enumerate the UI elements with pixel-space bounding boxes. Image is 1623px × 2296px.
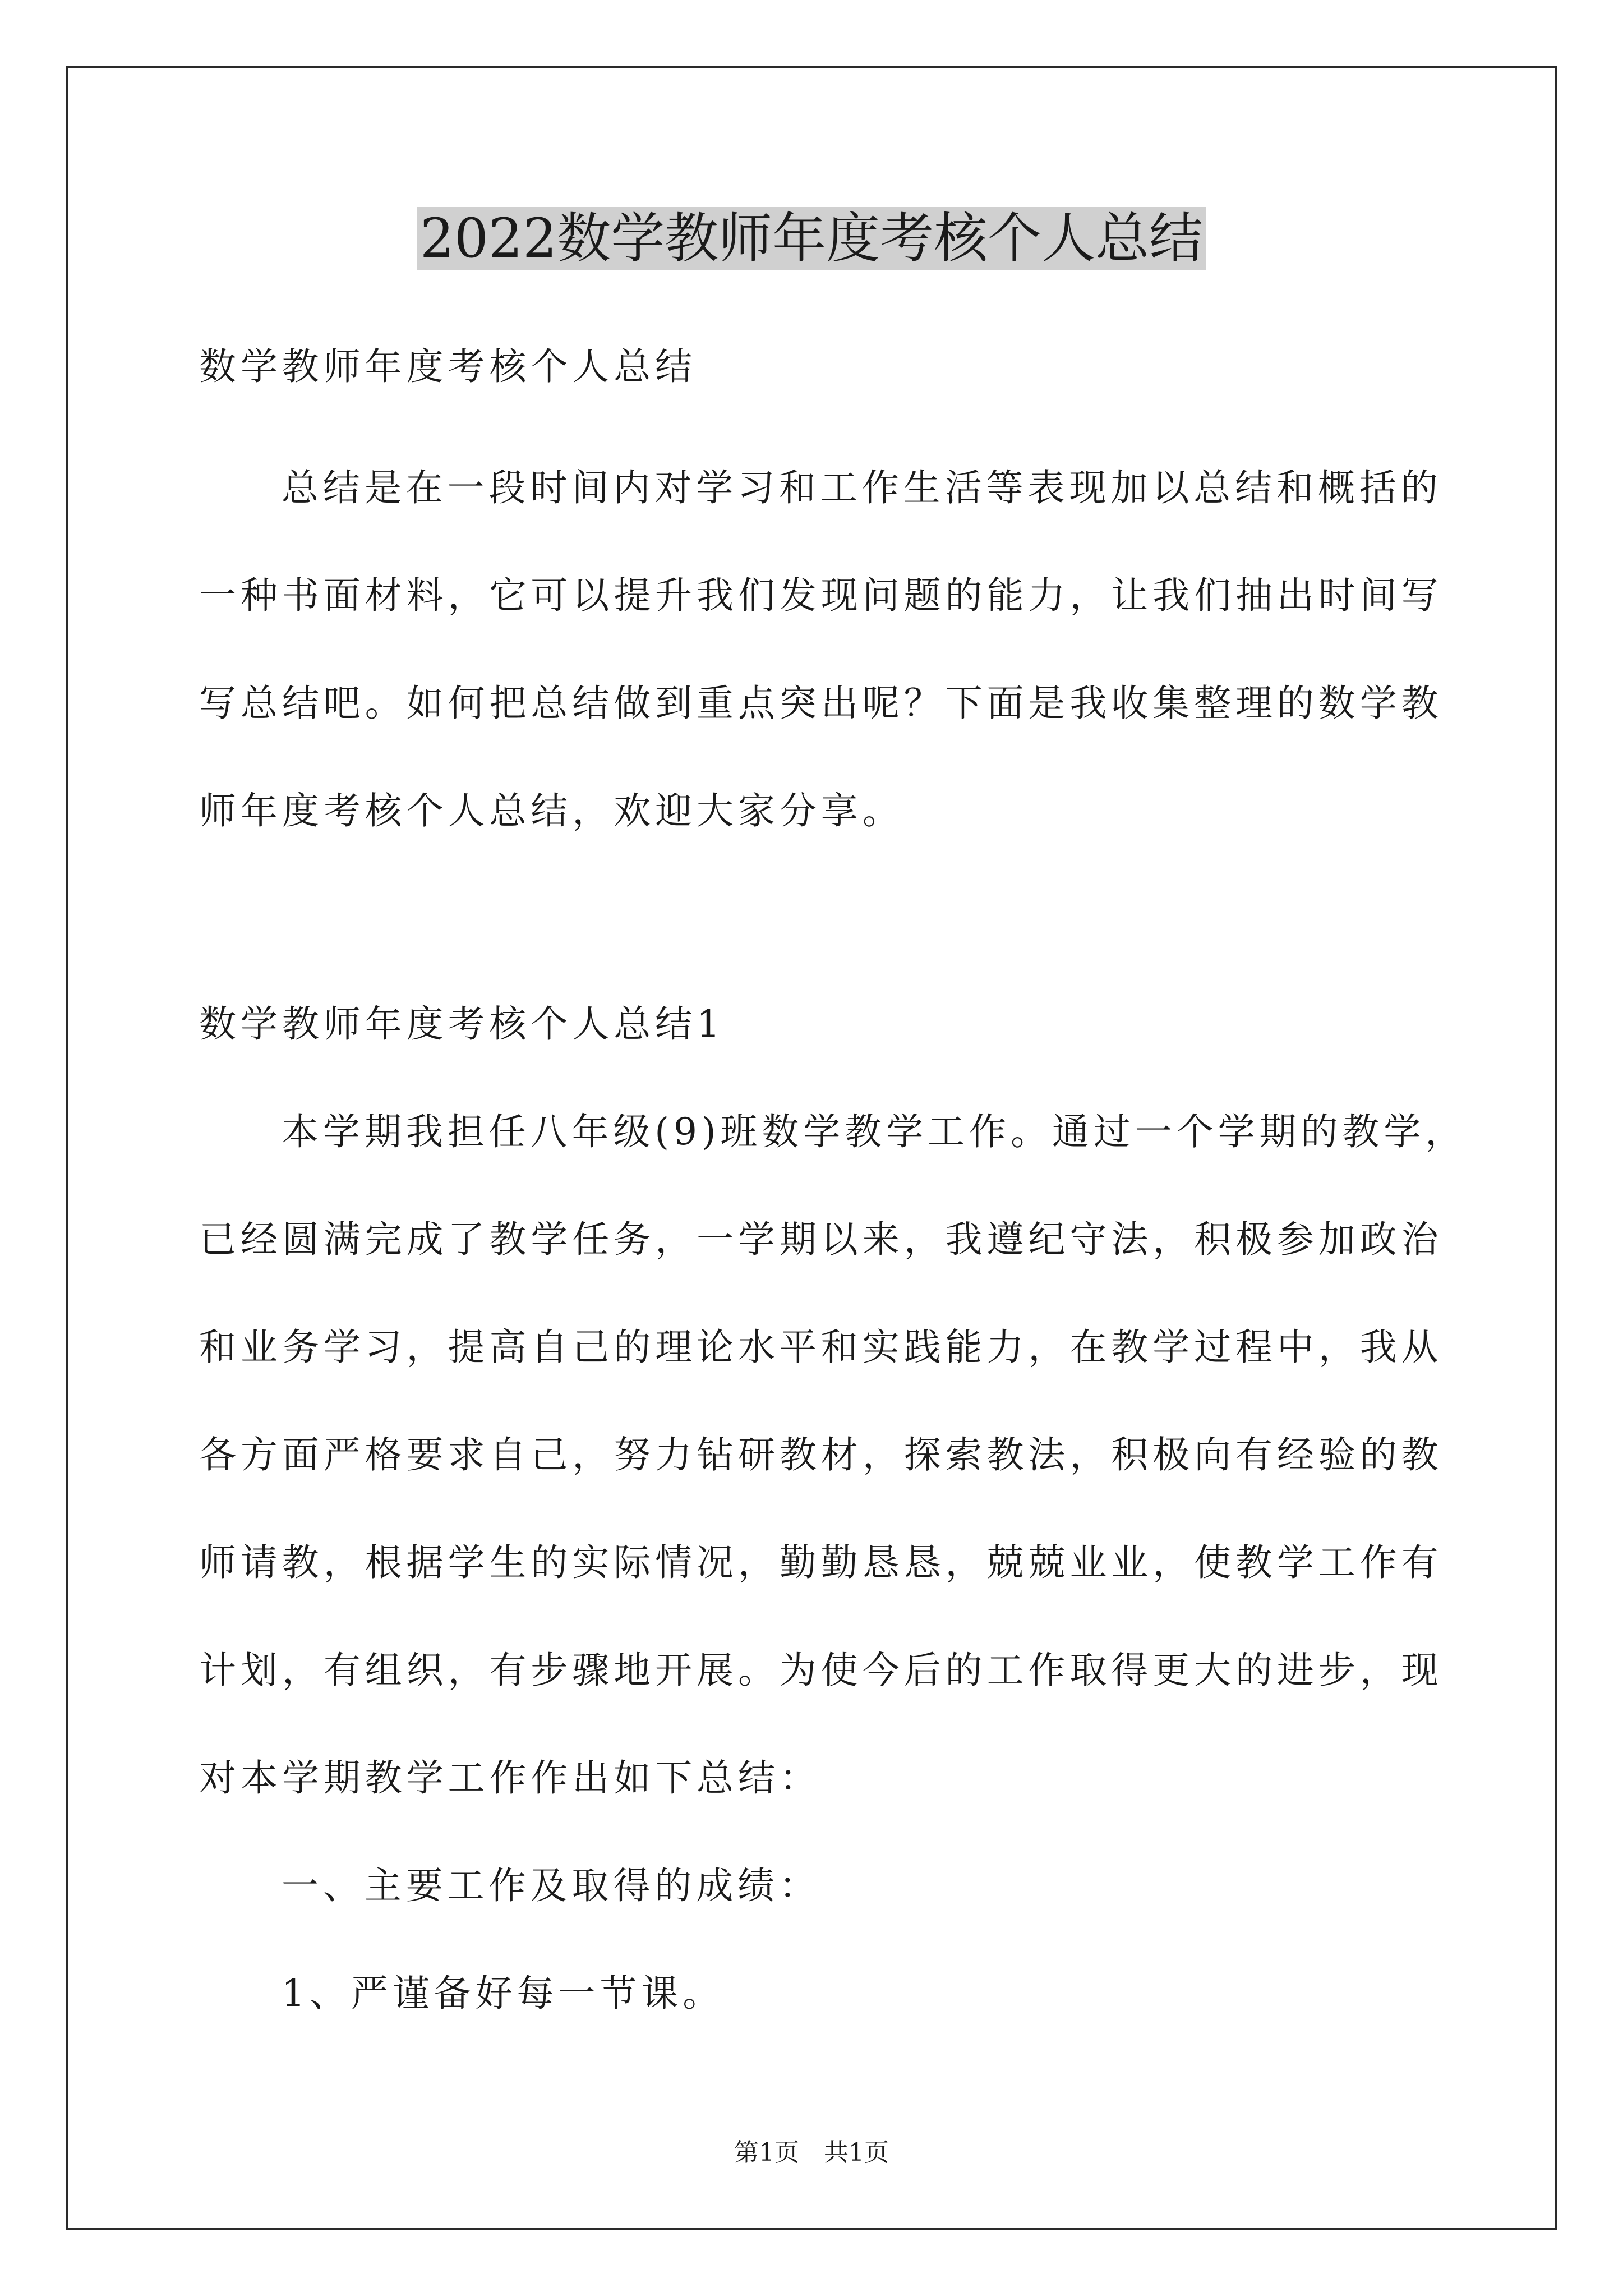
document-title xyxy=(0,199,1623,278)
paragraph-line: 一种书面材料，它可以提升我们发现问题的能力，让我们抽出时间写 xyxy=(199,574,1443,617)
paragraph-line: 师请教，根据学生的实际情况，勤勤恳恳，兢兢业业，使教学工作有 xyxy=(199,1541,1443,1584)
paragraph-line: 已经圆满完成了教学任务，一学期以来，我遵纪守法，积极参加政治 xyxy=(199,1218,1443,1261)
page-number-footer: 第1页 共1页 xyxy=(734,2138,889,2167)
paragraph-line: 本学期我担任八年级(9)班数学教学工作。通过一个学期的教学， xyxy=(282,1110,1467,1153)
list-item-line: 1、严谨备好每一节课。 xyxy=(282,1972,725,2015)
paragraph-line: 总结是在一段时间内对学习和工作生活等表现加以总结和概括的 xyxy=(282,466,1442,509)
document-title-text: 2022数学教师年度考核个人总结 xyxy=(417,207,1206,270)
paragraph-line: 写总结吧。如何把总结做到重点突出呢？下面是我收集整理的数学教 xyxy=(199,682,1443,725)
paragraph-line: 计划，有组织，有步骤地开展。为使今后的工作取得更大的进步，现 xyxy=(199,1649,1443,1692)
subheading-line: 一、主要工作及取得的成绩： xyxy=(282,1864,820,1907)
subtitle-line: 数学教师年度考核个人总结 xyxy=(199,345,697,388)
paragraph-line: 各方面严格要求自己，努力钻研教材，探索教法，积极向有经验的教 xyxy=(199,1433,1443,1476)
paragraph-line: 和业务学习，提高自己的理论水平和实践能力，在教学过程中，我从 xyxy=(199,1326,1443,1369)
paragraph-line: 师年度考核个人总结，欢迎大家分享。 xyxy=(199,789,904,832)
paragraph-line: 对本学期教学工作作出如下总结： xyxy=(199,1756,821,1800)
section-heading: 数学教师年度考核个人总结1 xyxy=(199,1002,725,1046)
